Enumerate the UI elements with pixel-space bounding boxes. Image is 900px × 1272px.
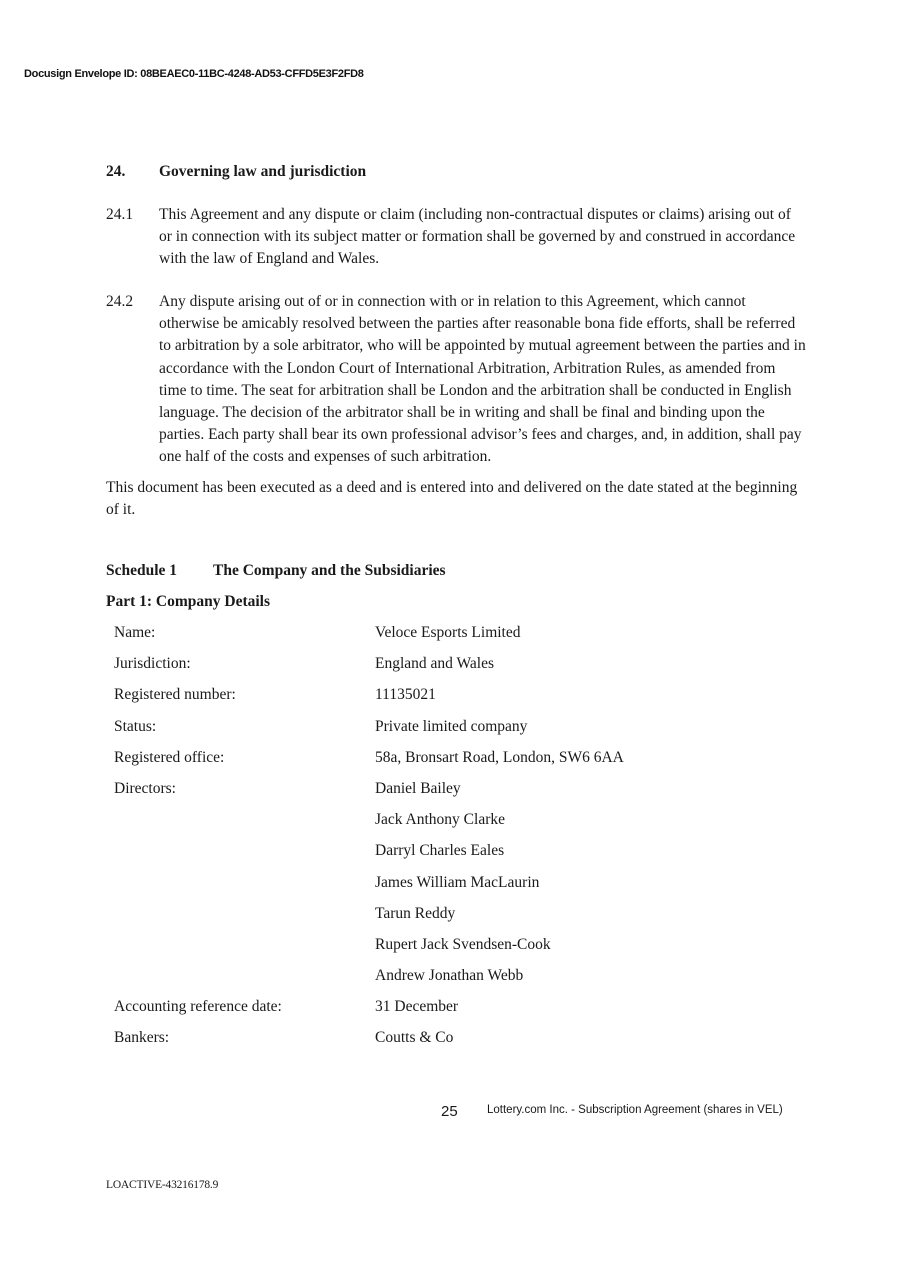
detail-label: Name: xyxy=(114,624,156,641)
company-details-table xyxy=(114,622,814,1059)
detail-value: Veloce Esports Limited xyxy=(375,624,521,641)
detail-value: 11135021 xyxy=(375,686,436,704)
director-name: James William MacLaurin xyxy=(375,873,540,891)
detail-row-jurisdiction xyxy=(114,653,814,675)
detail-label: Accounting reference date: xyxy=(114,998,282,1016)
detail-label: Bankers: xyxy=(114,1029,170,1047)
detail-value: Private limited company xyxy=(375,717,528,735)
schedule-heading xyxy=(106,562,446,580)
detail-value: 31 December xyxy=(375,998,459,1016)
detail-row-name xyxy=(114,622,814,644)
director-name: Rupert Jack Svendsen-Cook xyxy=(375,935,551,953)
detail-row-bankers xyxy=(114,1027,814,1049)
page-number: 25 xyxy=(441,1103,458,1120)
director-name: Tarun Reddy xyxy=(375,904,456,922)
detail-row-status xyxy=(114,716,814,738)
detail-value: England and Wales xyxy=(375,655,494,673)
clause-text: This Agreement and any dispute or claim (including non-contractual disputes or claims) arising out of or in connection with its subject matter or formation shall be governed by and construed in accordance with the law of England and Wales. xyxy=(159,206,796,268)
detail-label: Registered office: xyxy=(114,748,225,766)
envelope-id: Docusign Envelope ID: 08BEAEC0-11BC-4248-AD53-CFFD5E3F2FD8 xyxy=(24,68,364,80)
clause-number: 24.2 xyxy=(106,293,134,310)
execution-statement: This document has been executed as a deed and is entered into and delivered on the date stated at the beginning of it. xyxy=(106,479,798,519)
detail-label: Status: xyxy=(114,717,157,735)
section-heading xyxy=(106,163,366,181)
document-reference: LOACTIVE-43216178.9 xyxy=(106,1179,219,1191)
footer-title: Lottery.com Inc. - Subscription Agreement (shares in VEL) xyxy=(487,1104,783,1116)
clause-24-1 xyxy=(106,204,806,271)
detail-label: Registered number: xyxy=(114,686,236,704)
detail-row-directors xyxy=(114,778,814,987)
director-name: Jack Anthony Clarke xyxy=(375,811,506,829)
detail-label: Jurisdiction: xyxy=(114,655,191,673)
part-heading: Part 1: Company Details xyxy=(106,593,271,610)
clause-24-2 xyxy=(106,291,806,469)
detail-value: 58a, Bronsart Road, London, SW6 6AA xyxy=(375,748,624,766)
clause-text: Any dispute arising out of or in connection with or in relation to this Agreement, which cannot otherwise be amicably resolved between the parties after reasonable bona fide efforts, shall be referred to arbitration by a sole arbitrator, who will be appointed by mutual agreement between the parties and in accordance with the London Court of International Arbitration, Arbitration Rules, as amended from time to time. The seat for arbitration shall be London and the arbitration shall be conducted in English language. The decision of the arbitrator shall be in writing and shall be final and binding upon the parties. Each party shall bear its own professional advisor’s fees and charges, and, in addition, shall pay one half of the costs and expenses of such arbitration. xyxy=(159,293,806,466)
schedule-title: The Company and the Subsidiaries xyxy=(213,562,446,579)
section-title: Governing law and jurisdiction xyxy=(159,163,367,180)
directors-list xyxy=(375,778,814,987)
schedule-label: Schedule 1 xyxy=(106,562,178,579)
detail-row-registered-office xyxy=(114,747,814,769)
section-number: 24. xyxy=(106,163,126,180)
clause-number: 24.1 xyxy=(106,206,134,223)
director-name: Darryl Charles Eales xyxy=(375,842,505,860)
detail-value: Coutts & Co xyxy=(375,1029,454,1047)
detail-label: Directors: xyxy=(114,779,176,797)
director-name: Daniel Bailey xyxy=(375,779,461,797)
detail-row-accounting-date xyxy=(114,996,814,1018)
director-name: Andrew Jonathan Webb xyxy=(375,967,524,985)
detail-row-registered-number xyxy=(114,684,814,706)
